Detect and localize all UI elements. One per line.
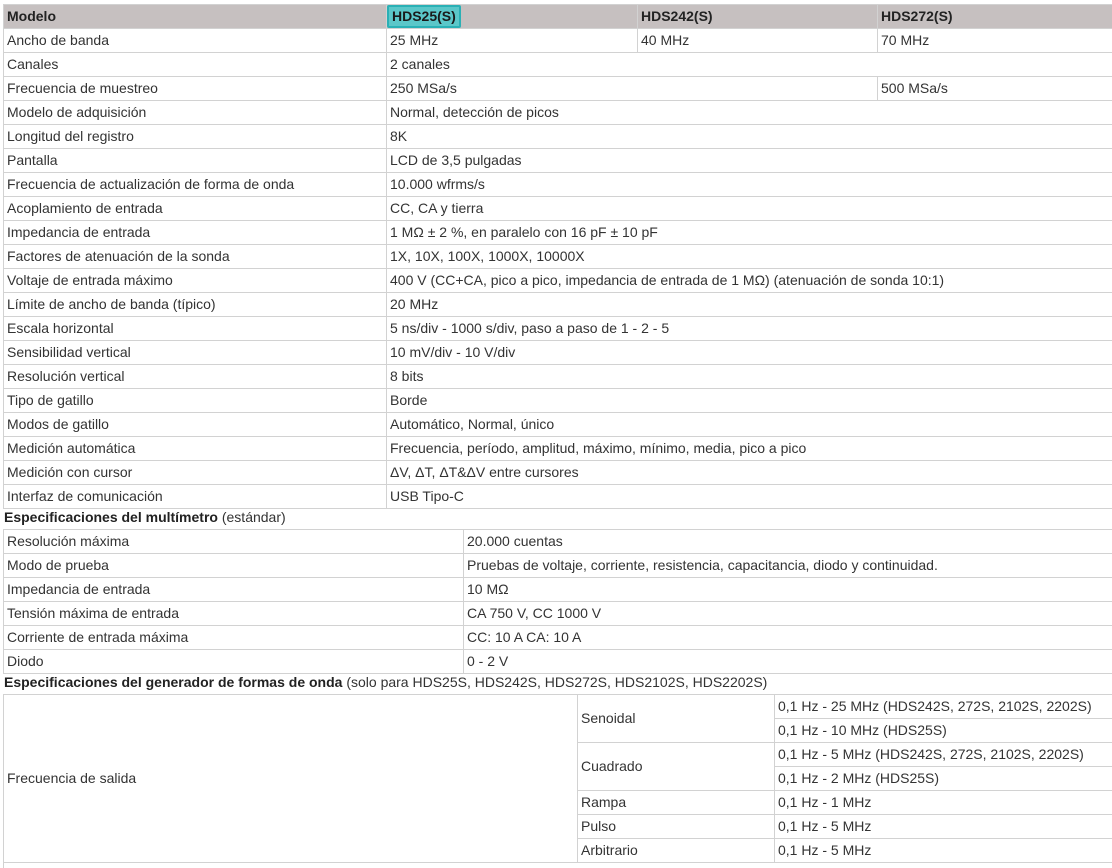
table-row (4, 101, 1112, 125)
waveform-label-arbitrary: Arbitrario (578, 839, 775, 863)
row-value: CC: 10 A CA: 10 A (464, 626, 1112, 650)
row-value: Pruebas de voltaje, corriente, resistencia, capacitancia, diodo y continuidad. (464, 554, 1112, 578)
multimeter-section-title (4, 509, 286, 525)
row-label: Frecuencia de muestreo (4, 77, 387, 101)
table-row (4, 626, 1112, 650)
generator-spec-table (3, 694, 1112, 868)
table-row (4, 245, 1112, 269)
row-value: 20.000 cuentas (464, 530, 1112, 554)
row-label: Escala horizontal (4, 317, 387, 341)
row-label: Canales (4, 53, 387, 77)
section-title-note: (solo para HDS25S, HDS242S, HDS272S, HDS2102S, HDS2202S) (342, 674, 768, 690)
row-label: Impedancia de entrada (4, 578, 464, 602)
row-label: Modo de prueba (4, 554, 464, 578)
sampling-value-low: 250 MSa/s (387, 77, 878, 101)
row-label: Tipo de gatillo (4, 389, 387, 413)
header-label: Modelo (4, 5, 387, 29)
bandwidth-value-hds25s: 25 MHz (387, 29, 638, 53)
model-hds25s (387, 5, 638, 29)
row-value: USB Tipo-C (387, 485, 1112, 509)
row-value: ΔV, ΔT, ΔT&ΔV entre cursores (387, 461, 1112, 485)
table-row (4, 554, 1112, 578)
header-row (4, 5, 1112, 29)
table-row (4, 365, 1112, 389)
table-row (4, 341, 1112, 365)
waveform-label-pulse: Pulso (578, 815, 775, 839)
table-row (4, 53, 1112, 77)
row-label: Modelo de adquisición (4, 101, 387, 125)
table-row (4, 437, 1112, 461)
table-row (4, 389, 1112, 413)
row-value: 10 mV/div - 10 V/div (387, 341, 1112, 365)
sampling-value-high: 500 MSa/s (878, 77, 1112, 101)
table-row (4, 221, 1112, 245)
table-row (4, 461, 1112, 485)
row-label: Medición automática (4, 437, 387, 461)
table-row (4, 77, 1112, 101)
table-row (4, 197, 1112, 221)
row-label: Corriente de entrada máxima (4, 626, 464, 650)
row-label: Resolución vertical (4, 365, 387, 389)
row-value: 1 MΩ ± 2 %, en paralelo con 16 pF ± 10 pF (387, 221, 1112, 245)
row-label: Modos de gatillo (4, 413, 387, 437)
row-label: Tensión máxima de entrada (4, 602, 464, 626)
row-label: Factores de atenuación de la sonda (4, 245, 387, 269)
row-value: 400 V (CC+CA, pico a pico, impedancia de entrada de 1 MΩ) (atenuación de sonda 10:1) (387, 269, 1112, 293)
row-value: 10 MΩ (464, 578, 1112, 602)
row-label: Resolución máxima (4, 530, 464, 554)
table-row (4, 29, 1112, 53)
square-range-a: 0,1 Hz - 5 MHz (HDS242S, 272S, 2102S, 2202S) (775, 743, 1112, 767)
oscilloscope-spec-table (3, 4, 1112, 509)
row-label: Ancho de banda (4, 29, 387, 53)
row-value: CC, CA y tierra (387, 197, 1112, 221)
row-label: Interfaz de comunicación (4, 485, 387, 509)
table-row (4, 695, 1112, 719)
table-row (4, 578, 1112, 602)
row-label: Pantalla (4, 149, 387, 173)
row-label: Diodo (4, 650, 464, 674)
row-value: 8 bits (387, 365, 1112, 389)
row-value: Frecuencia, período, amplitud, máximo, mínimo, media, pico a pico (387, 437, 1112, 461)
row-label: Impedancia de entrada (4, 221, 387, 245)
section-title-note: (estándar) (217, 509, 286, 525)
table-row (4, 269, 1112, 293)
arbitrary-range: 0,1 Hz - 5 MHz (775, 839, 1112, 863)
table-row (4, 485, 1112, 509)
row-value: Borde (387, 389, 1112, 413)
bandwidth-value-hds242s: 40 MHz (638, 29, 878, 53)
table-row (4, 530, 1112, 554)
row-label: Longitud del registro (4, 125, 387, 149)
cut-off-row (4, 863, 1112, 868)
table-row (4, 293, 1112, 317)
row-label: Voltaje de entrada máximo (4, 269, 387, 293)
sine-range-b: 0,1 Hz - 10 MHz (HDS25S) (775, 719, 1112, 743)
table-row (4, 602, 1112, 626)
waveform-label-ramp: Rampa (578, 791, 775, 815)
row-label: Medición con cursor (4, 461, 387, 485)
row-value: 20 MHz (387, 293, 1112, 317)
row-value: 10.000 wfrms/s (387, 173, 1112, 197)
table-row (4, 863, 1112, 868)
table-row (4, 650, 1112, 674)
row-label: Límite de ancho de banda (típico) (4, 293, 387, 317)
pulse-range: 0,1 Hz - 5 MHz (775, 815, 1112, 839)
multimeter-spec-table (3, 529, 1112, 674)
waveform-label-sine: Senoidal (578, 695, 775, 743)
row-value: 8K (387, 125, 1112, 149)
section-title-bold: Especificaciones del generador de formas de onda (4, 674, 343, 690)
row-value: 5 ns/div - 1000 s/div, paso a paso de 1 - 2 - 5 (387, 317, 1112, 341)
row-label: Acoplamiento de entrada (4, 197, 387, 221)
section-title-bold: Especificaciones del multímetro (4, 509, 218, 525)
generator-section-title (4, 674, 767, 690)
waveform-label-square: Cuadrado (578, 743, 775, 791)
row-value: CA 750 V, CC 1000 V (464, 602, 1112, 626)
row-value: LCD de 3,5 pulgadas (387, 149, 1112, 173)
table-row (4, 149, 1112, 173)
table-row (4, 317, 1112, 341)
row-value: 2 canales (387, 53, 1112, 77)
table-row (4, 173, 1112, 197)
model-hds242s: HDS242(S) (638, 5, 878, 29)
highlighted-model: HDS25(S) (387, 5, 461, 28)
model-hds272s: HDS272(S) (878, 5, 1112, 29)
row-value: 0 - 2 V (464, 650, 1112, 674)
row-value: 1X, 10X, 100X, 1000X, 10000X (387, 245, 1112, 269)
square-range-b: 0,1 Hz - 2 MHz (HDS25S) (775, 767, 1112, 791)
output-frequency-label: Frecuencia de salida (4, 695, 578, 863)
table-row (4, 125, 1112, 149)
row-label: Sensibilidad vertical (4, 341, 387, 365)
ramp-range: 0,1 Hz - 1 MHz (775, 791, 1112, 815)
sine-range-a: 0,1 Hz - 25 MHz (HDS242S, 272S, 2102S, 2202S) (775, 695, 1112, 719)
row-value: Normal, detección de picos (387, 101, 1112, 125)
table-row (4, 413, 1112, 437)
row-value: Automático, Normal, único (387, 413, 1112, 437)
row-label: Frecuencia de actualización de forma de onda (4, 173, 387, 197)
bandwidth-value-hds272s: 70 MHz (878, 29, 1112, 53)
